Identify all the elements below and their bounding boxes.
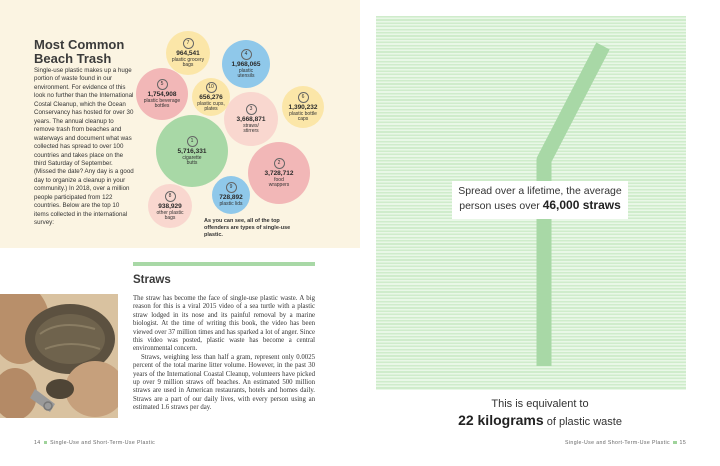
bubble-rank-7 [166,31,210,75]
equivalence-line-1: This is equivalent to [491,398,589,410]
bubble-rank-number: 1 [187,136,198,147]
right-footer-title: Single-Use and Short-Term-Use Plastic [565,440,671,446]
bubble-rank-2 [248,142,310,204]
bubble-value: 938,929 [158,202,182,210]
bubble-rank-8 [148,184,192,228]
bubble-label: plastic utensils [237,67,255,79]
bubble-value: 1,390,232 [288,103,318,111]
bubble-value: 3,668,871 [236,115,266,123]
callout-line-2: person uses over [459,200,540,212]
bubble-rank-1 [156,115,228,187]
left-footer [34,440,155,446]
bubble-rank-number: 4 [241,49,252,60]
equivalence-bold-value: 22 kilograms [458,412,544,428]
footer-square-icon [673,441,677,445]
bubble-rank-number: 9 [226,182,237,193]
bubble-value: 728,892 [219,194,243,202]
bubble-label: plastic grocery bags [171,56,205,68]
bubble-rank-9 [212,176,250,214]
bubble-chart-note: As you can see, all of the top offenders are types of single-use plastic. [204,218,291,238]
bubble-value: 5,716,331 [177,147,207,155]
bubble-label: cigarette butts [182,154,202,166]
bubble-rank-number: 3 [246,104,257,115]
bubble-label: plastic cups, plates [197,100,225,112]
left-page-number: 14 [34,440,41,446]
callout-bold-value: 46,000 straws [542,198,621,212]
straws-paragraph-1: The straw has become the face of single-use plastic waste. A big reason for this is a viral 2015 video of a sea turtle with a plastic straw lodged in its nose and its painful removal by a marine biologist. At the time of writing this book, the video has been viewed over 37 million times and has sparked a lot of anger. Since this video was posted, plastic waste has become a central environmental concern. [133,295,315,353]
bubble-rank-number: 8 [165,191,176,202]
bubble-label: other plastic bags [156,209,184,221]
bubble-value: 1,754,908 [147,90,177,98]
straws-heading: Straws [133,274,171,286]
bubble-label: straws/ stirrers [243,122,259,134]
callout-line-1: Spread over a lifetime, the average [458,185,622,197]
bubble-value: 656,276 [199,93,223,101]
right-page-number: 15 [679,440,687,446]
bubble-rank-number: 2 [274,158,285,169]
bubble-rank-number: 10 [206,82,217,93]
section-rule [133,262,315,266]
bubble-rank-number: 6 [298,92,309,103]
bubble-value: 964,541 [176,49,200,57]
bubble-label: plastic lids [219,201,243,208]
bubble-rank-4 [222,40,270,88]
bubble-rank-number: 7 [183,38,194,49]
straws-paragraph-2: Straws, weighing less than half a gram, represent only 0.0025 percent of the total marine litter volume. However, in the past 30 years of the International Coastal Cleanup, volunteers have picked up over 9 million straws off beaches. An estimated 500 million straws are used in American restaurants, hotels and homes daily. Straws are a part of our daily lives, with every person using an estimated 1.6 straws per day. [133,353,315,412]
bubble-rank-number: 5 [157,79,168,90]
equivalence-text [440,396,640,430]
left-footer-title: Single-Use and Short-Term-Use Plastic [50,440,156,446]
bubble-label: food wrappers [268,176,290,188]
bubble-value: 1,968,065 [231,60,261,68]
bubble-rank-3 [224,92,278,146]
bubble-rank-5 [136,68,188,120]
sea-turtle-photo [0,294,118,418]
equivalence-rest: of plastic waste [546,416,622,428]
bubble-rank-6 [282,86,324,128]
beach-trash-heading: Most Common Beach Trash [34,37,125,66]
bubble-label: plastic bottle caps [289,110,317,122]
sea-turtle-illustration [0,294,118,418]
footer-square-icon [44,441,48,445]
straws-body [133,295,315,413]
bubble-value: 3,728,712 [264,169,294,177]
callout-text [452,184,628,213]
beach-trash-body: Single-use plastic makes up a huge portion of waste found in our environment. For evidence of this look no further than the International Costal Cleanup, which the Ocean Conservancy has hosted for over 30 years. The annual cleanup to remove trash from beaches and waterways and document what was collected has spread to over 100 countries and takes place on the third Saturday of September. (Missed the date? Any day is a good day to organize a cleanup in your community.) In 2018, over a million people participated from 122 countries. Below are the top 10 items collected in the international survey: [34,67,134,227]
bubble-label: plastic beverage bottles [143,97,181,109]
right-footer [565,440,686,446]
